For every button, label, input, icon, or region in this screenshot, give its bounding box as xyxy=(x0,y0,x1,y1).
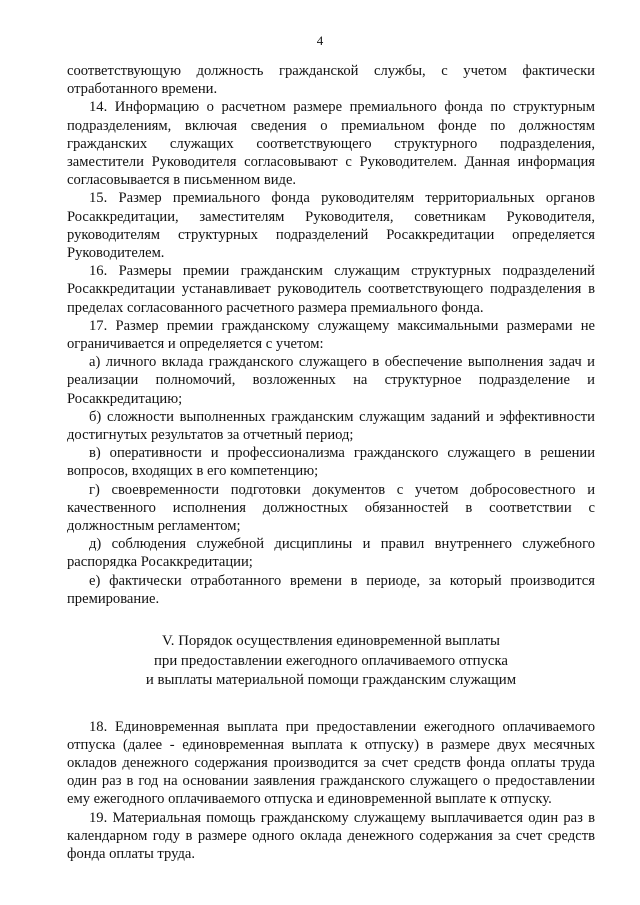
page-number: 4 xyxy=(316,33,324,48)
section-heading-line: V. Порядок осуществления единовременной выплаты xyxy=(162,633,500,650)
list-item-a: а) личного вклада гражданского служащего в обеспечение выполнения задач и реализации полномочий, возложенных на структурное подразделение и Росаккредитацию; xyxy=(67,354,595,407)
list-item-b: б) сложности выполненных гражданским служащим заданий и эффективности достигнутых результатов за отчетный период; xyxy=(67,408,595,444)
document-body xyxy=(67,62,595,863)
section-heading-line: и выплаты материальной помощи гражданским служащим xyxy=(145,672,517,689)
paragraph-19: 19. Материальная помощь гражданскому служащему выплачивается один раз в календарном году в размере одного оклада денежного содержания за счет средств фонда оплаты труда. xyxy=(67,809,595,863)
paragraph-18: 18. Единовременная выплата при предоставлении ежегодного оплачиваемого отпуска (далее - единовременная выплата к отпуску) в размере двух месячных окладов денежного содержания производится за счет средств фонда оплаты труда один раз в год на основании заявления гражданского служащего о предоставлении ему ежегодного оплачиваемого отпуска и единовременной выплате к отпуску. xyxy=(67,718,595,808)
section-heading-v xyxy=(67,632,595,691)
paragraph-14: 14. Информацию о расчетном размере премиального фонда по структурным подразделениям, включая сведения о премиальном фонде по должностям гражданских служащих соответствующего структурного подразделения, заместители Руководителя согласовывают с Руководителем. Данная информация согласовывается в письменном виде. xyxy=(67,99,595,189)
paragraph-15: 15. Размер премиального фонда руководителям территориальных органов Росаккредитации, заместителям Руководителя, советникам Руководителя, руководителям структурных подразделений Росаккредитации определяется Руководителем. xyxy=(67,190,595,262)
list-item-v: в) оперативности и профессионализма гражданского служащего в решении вопросов, входящих в его компетенцию; xyxy=(67,445,595,480)
section-heading-line: при предоставлении ежегодного оплачиваемого отпуска xyxy=(154,652,508,669)
paragraph-17: 17. Размер премии гражданскому служащему максимальными размерами не ограничивается и определяется с учетом: xyxy=(67,317,595,353)
list-item-d: д) соблюдения служебной дисциплины и правил внутреннего служебного распорядка Росаккредитации; xyxy=(67,536,595,571)
paragraph-continuation: соответствующую должность гражданской службы, с учетом фактически отработанного времени. xyxy=(67,63,595,98)
list-item-e: е) фактически отработанного времени в периоде, за который производится премирование. xyxy=(67,572,595,607)
paragraph-16: 16. Размеры премии гражданским служащим структурных подразделений Росаккредитации устанавливает руководитель соответствующего подразделения в пределах согласованного расчетного размера премиального фонда. xyxy=(67,263,595,316)
list-item-g: г) своевременности подготовки документов с учетом добросовестного и качественного исполнения должностных обязанностей в соответствии с должностным регламентом; xyxy=(67,481,595,535)
